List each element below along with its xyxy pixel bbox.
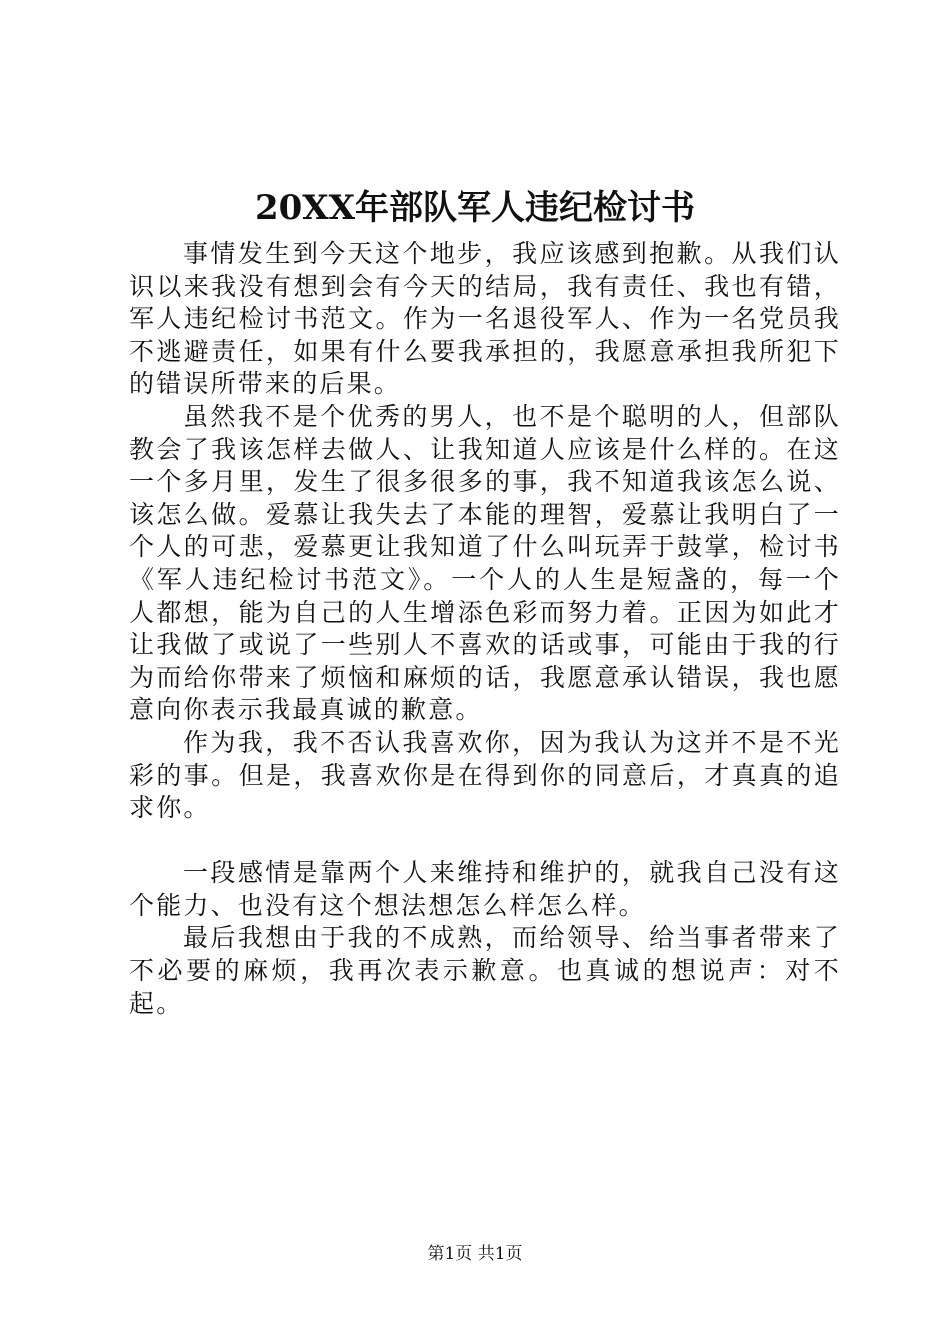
paragraph-spacer bbox=[129, 825, 841, 858]
paragraph-5: 最后我想由于我的不成熟，而给领导、给当事者带来了不必要的麻烦，我再次表示歉意。也真诚的想说声：对不起。 bbox=[129, 923, 841, 1018]
paragraph-2: 虽然我不是个优秀的男人，也不是个聪明的人，但部队教会了我该怎样去做人、让我知道人应该是什么样的。在这一个多月里，发生了很多很多的事，我不知道我该怎么说、该怎么做。爱慕让我失去了本能的理智，爱慕让我明白了一个人的可悲，爱慕更让我知道了什么叫玩弄于鼓掌，检讨书《军人违纪检讨书范文》。一个人的人生是短盏的，每一个人都想，能为自己的人生增添色彩而努力着。正因为如此才让我做了或说了一些别人不喜欢的话或事，可能由于我的行为而给你带来了烦恼和麻烦的话，我愿意承认错误，我也愿意向你表示我最真诚的歉意。 bbox=[129, 401, 841, 725]
document-title: 20XX年部队军人违纪检讨书 bbox=[254, 188, 696, 228]
paragraph-3: 作为我，我不否认我喜欢你，因为我认为这并不是不光彩的事。但是，我喜欢你是在得到你的同意后，才真真的追求你。 bbox=[129, 727, 841, 823]
paragraph-1: 事情发生到今天这个地步，我应该感到抱歉。从我们认识以来我没有想到会有今天的结局，我有责任、我也有错，军人违纪检讨书范文。作为一名退役军人、作为一名党员我不逃避责任，如果有什么要我承担的，我愿意承担我所犯下的错误所带来的后果。 bbox=[129, 239, 841, 399]
page-footer: 第1页 共1页 bbox=[427, 1244, 523, 1264]
paragraph-4: 一段感情是靠两个人来维持和维护的，就我自己没有这个能力、也没有这个想法想怎么样怎么样。 bbox=[129, 858, 841, 920]
document-body bbox=[129, 238, 841, 1020]
